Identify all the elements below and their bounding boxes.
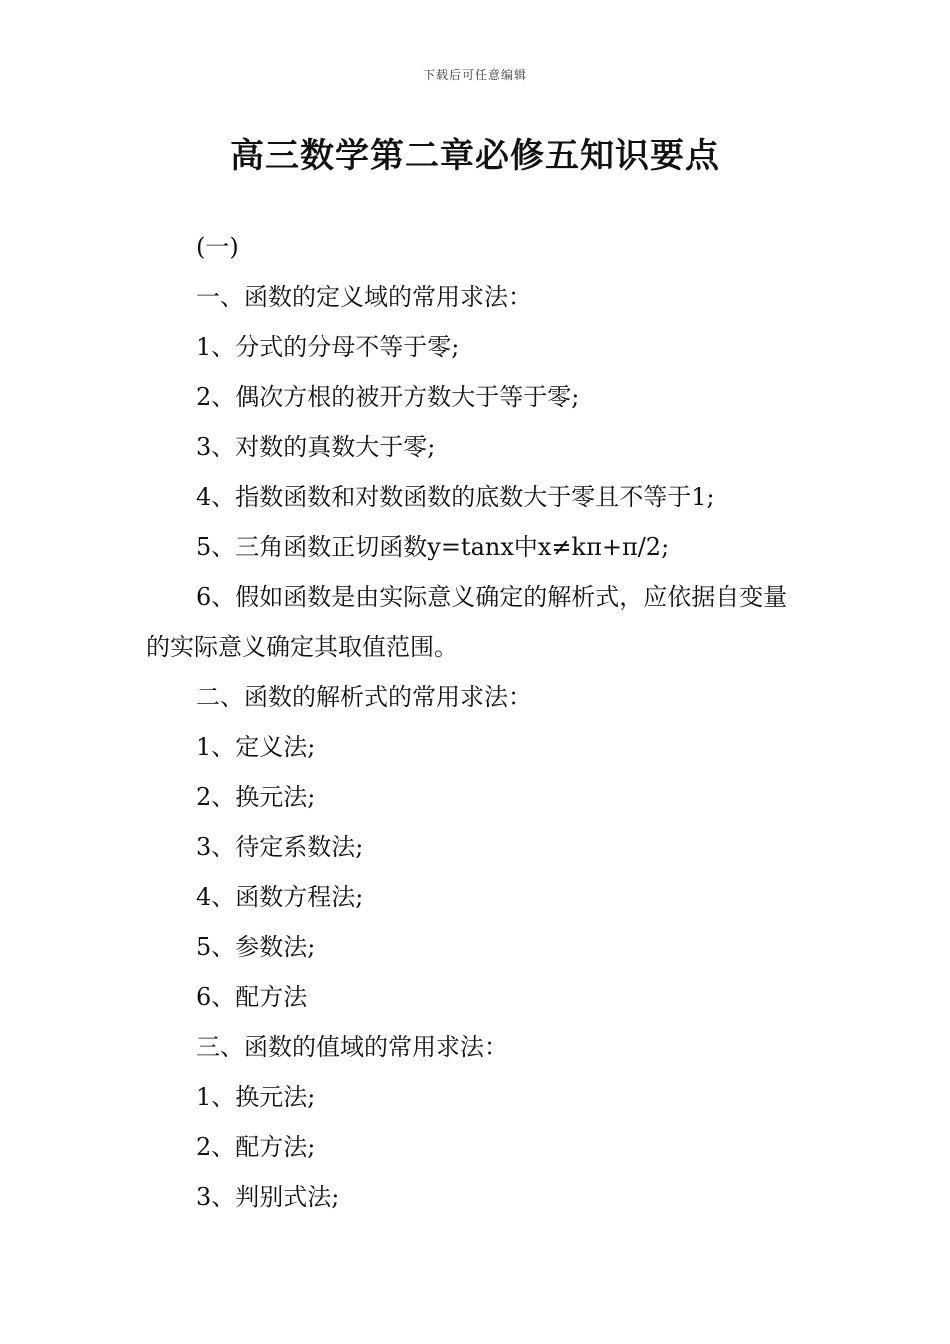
list-item: 3、对数的真数大于零; (196, 433, 436, 461)
header-note: 下载后可任意编辑 (422, 68, 527, 82)
document-body (146, 222, 811, 1222)
list-item: 5、参数法; (196, 933, 316, 961)
list-item: 3、判别式法; (196, 1183, 340, 1211)
list-item: 2、偶次方根的被开方数大于等于零; (196, 383, 580, 411)
paragraph: (一) (196, 233, 239, 261)
list-item: 4、指数函数和对数函数的底数大于零且不等于1; (196, 483, 715, 511)
list-item: 1、定义法; (196, 733, 316, 761)
section-heading-2: 二、函数的解析式的常用求法： (196, 683, 532, 711)
list-item: 3、待定系数法; (196, 833, 364, 861)
section-heading-3: 三、函数的值域的常用求法： (196, 1033, 508, 1061)
list-item: 1、分式的分母不等于零; (196, 333, 460, 361)
section-heading-1: 一、函数的定义域的常用求法： (196, 283, 532, 311)
document-title: 高三数学第二章必修五知识要点 (230, 136, 720, 176)
list-item: 6、假如函数是由实际意义确定的解析式，应依据自变量的实际意义确定其取值范围。 (146, 583, 788, 661)
list-item: 1、换元法; (196, 1083, 316, 1111)
list-item: 5、三角函数正切函数y=tanx中x≠kπ+π/2; (196, 533, 670, 561)
list-item: 4、函数方程法; (196, 883, 364, 911)
list-item: 2、配方法; (196, 1133, 316, 1161)
list-item: 2、换元法; (196, 783, 316, 811)
list-item: 6、配方法 (196, 983, 308, 1011)
